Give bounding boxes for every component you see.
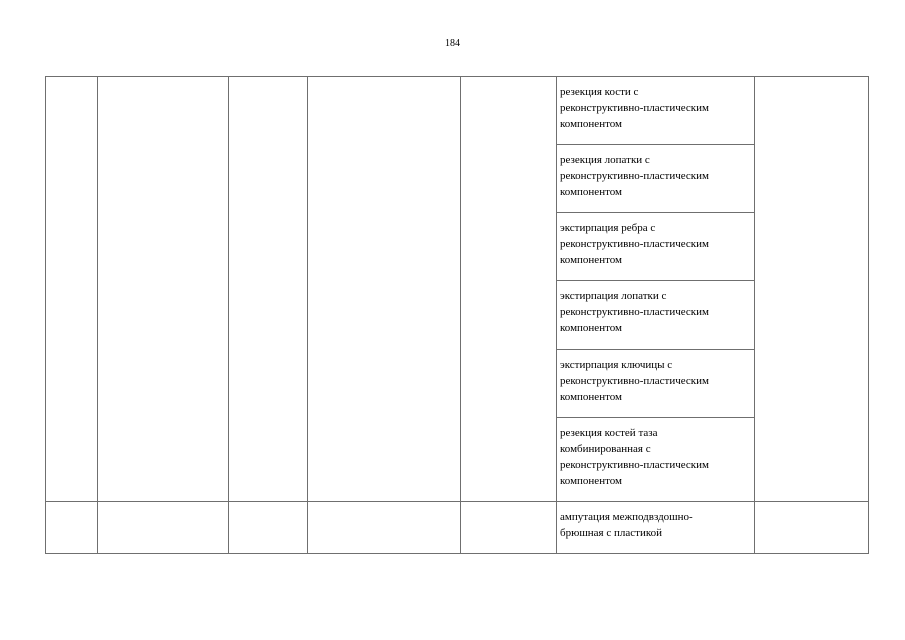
table-row <box>46 77 869 145</box>
number-cell <box>46 502 98 554</box>
procedure-cell <box>557 145 755 213</box>
procedure-cell <box>557 502 755 554</box>
empty-cell <box>755 502 869 554</box>
procedure-cell <box>557 350 755 418</box>
procedure-cell <box>557 418 755 502</box>
empty-cell <box>229 502 308 554</box>
empty-cell <box>229 77 308 502</box>
procedure-cell <box>557 281 755 350</box>
empty-cell <box>98 77 229 502</box>
table-row <box>46 502 869 554</box>
procedure-text: резекция кости с реконструктивно-пластическим компонентом <box>560 86 709 130</box>
empty-cell <box>461 77 557 502</box>
empty-cell <box>308 502 461 554</box>
procedure-cell <box>557 213 755 281</box>
procedure-cell <box>557 77 755 145</box>
procedure-text: экстирпация лопатки с реконструктивно-пластическим компонентом <box>560 290 709 334</box>
empty-cell <box>755 77 869 502</box>
page-number: 184 <box>445 38 460 49</box>
procedure-text: ампутация межподвздошно- брюшная с пластикой <box>560 511 693 539</box>
procedure-text: резекция лопатки с реконструктивно-пластическим компонентом <box>560 154 709 198</box>
procedures-table <box>45 76 869 554</box>
empty-cell <box>98 502 229 554</box>
empty-cell <box>308 77 461 502</box>
empty-cell <box>461 502 557 554</box>
number-cell <box>46 77 98 502</box>
procedure-text: резекция костей таза комбинированная с реконструктивно-пластическим компонентом <box>560 427 709 487</box>
procedure-text: экстирпация ребра с реконструктивно-пластическим компонентом <box>560 222 709 266</box>
procedure-text: экстирпация ключицы с реконструктивно-пластическим компонентом <box>560 359 709 403</box>
